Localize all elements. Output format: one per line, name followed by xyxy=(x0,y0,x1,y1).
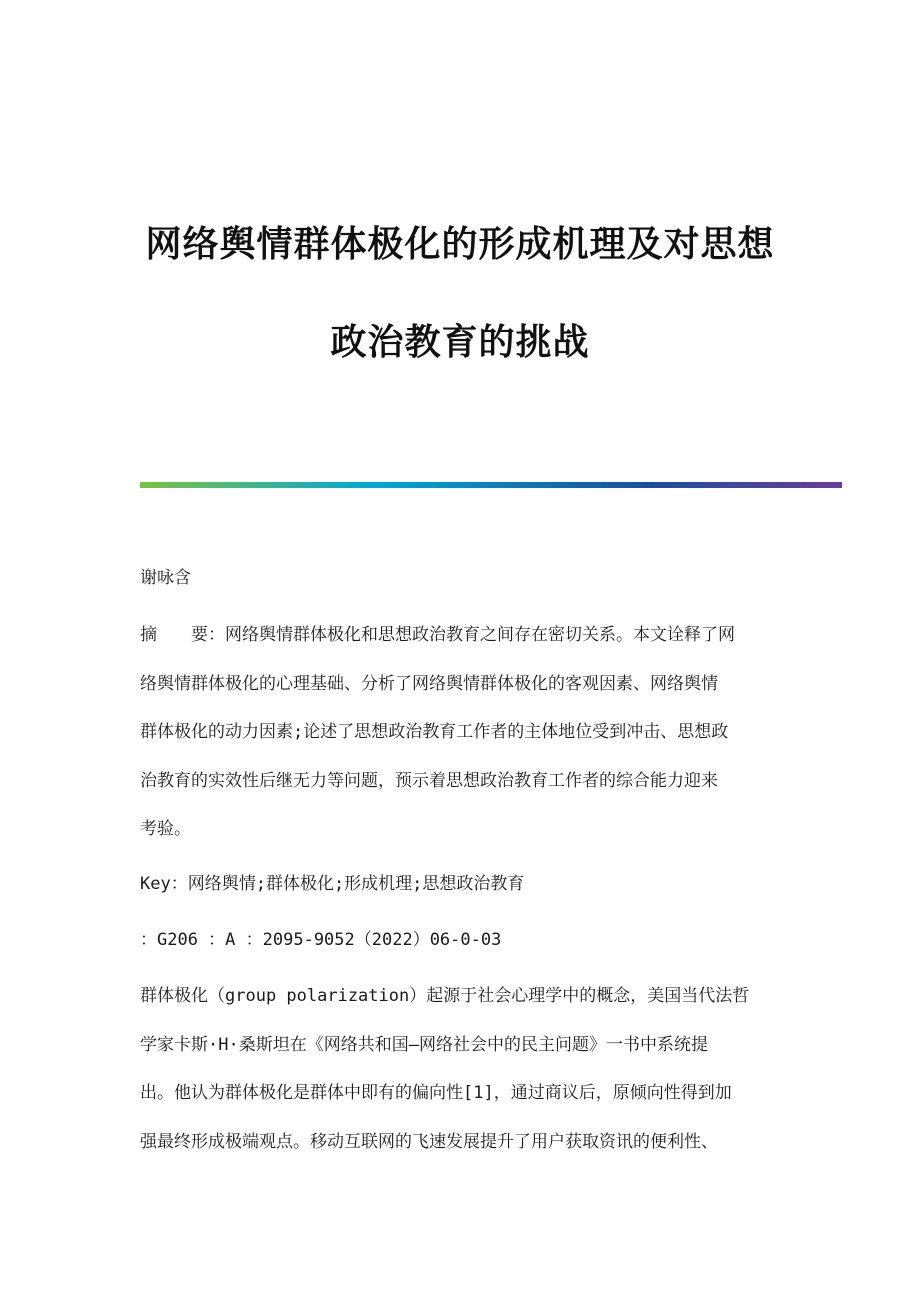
abstract-line: 摘 要：网络舆情群体极化和思想政治教育之间存在密切关系。本文诠释了网 xyxy=(140,625,735,645)
abstract-line: 络舆情群体极化的心理基础、分析了网络舆情群体极化的客观因素、网络舆情 xyxy=(140,673,718,694)
abstract xyxy=(140,627,790,838)
body-line: 学家卡斯·H·桑斯坦在《网络共和国—网络社会中的民主问题》一书中系统提 xyxy=(140,1034,708,1055)
keywords: Key：网络舆情;群体极化;形成机理;思想政治教育 xyxy=(140,874,525,894)
body-paragraph xyxy=(140,988,790,1151)
body-line: 强最终形成极端观点。移动互联网的飞速发展提升了用户获取资讯的便利性、 xyxy=(140,1131,718,1152)
abstract-line: 治教育的实效性后继无力等问题，预示着思想政治教育工作者的综合能力迎来 xyxy=(140,770,718,791)
paper-title-line-2: 政治教育的挑战 xyxy=(330,322,590,363)
body-line: 出。他认为群体极化是群体中即有的偏向性[1]，通过商议后，原倾向性得到加 xyxy=(140,1083,732,1103)
gradient-divider xyxy=(140,482,842,488)
paper-title-line-1: 网络舆情群体极化的形成机理及对思想 xyxy=(145,224,775,265)
author-name: 谢咏含 xyxy=(140,568,191,588)
classification-codes: ：G206 ：A ：2095-9052（2022）06-0-03 xyxy=(140,930,502,950)
abstract-line: 考验。 xyxy=(140,819,191,839)
abstract-line: 群体极化的动力因素;论述了思想政治教育工作者的主体地位受到冲击、思想政 xyxy=(140,722,729,742)
body-line: 群体极化（group polarization）起源于社会心理学中的概念，美国当代法哲 xyxy=(140,986,750,1006)
